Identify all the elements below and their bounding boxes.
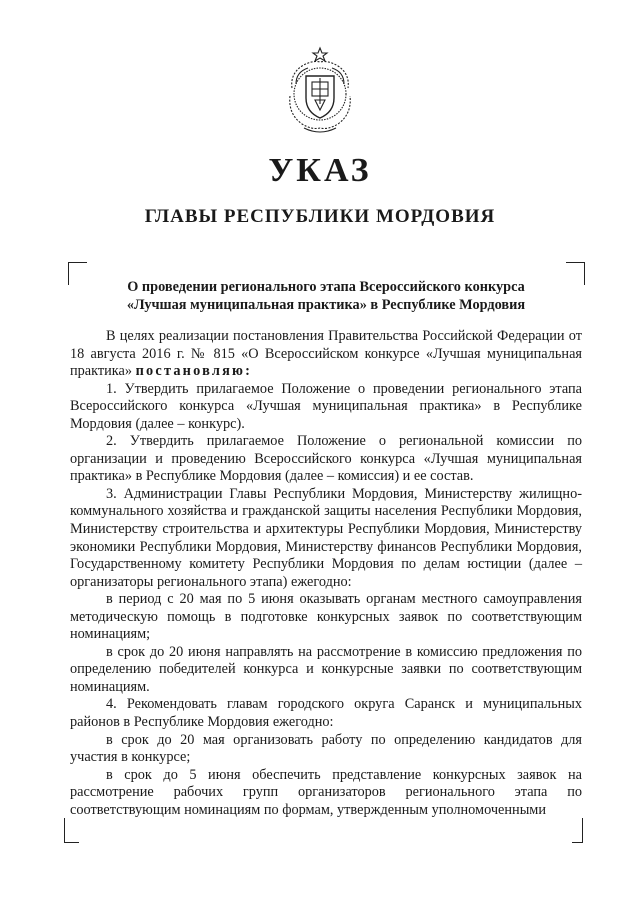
item-3-sub-a: в период с 20 мая по 5 июня оказывать органам местного самоуправления методическую помощь в подготовке конкурсных заявок по соответствующим номинациям; [70, 591, 582, 643]
item-4: 4. Рекомендовать главам городского округа Саранск и муниципальных районов в Республике Мордовия ежегодно: [70, 696, 582, 731]
corner-mark-bottom-left [64, 818, 79, 843]
corner-mark-bottom-right [572, 818, 583, 843]
decree-heading-line-2: «Лучшая муниципальная практика» в Республике Мордовия [126, 297, 526, 313]
item-3-sub-b: в срок до 20 июня направлять на рассмотрение в комиссию предложения по определению победителей конкурса и конкурсные заявки по соответствующим номинациям. [70, 643, 582, 695]
item-1: 1. Утвердить прилагаемое Положение о проведении регионального этапа Всероссийского конкурса «Лучшая муниципальная практика» в Республике Мордовия (далее – конкурс). [70, 380, 582, 432]
intro-paragraph [70, 328, 582, 381]
document-subtitle: ГЛАВЫ РЕСПУБЛИКИ МОРДОВИЯ [144, 206, 496, 227]
decree-body [70, 328, 582, 819]
coat-of-arms-emblem [282, 44, 358, 136]
item-4-sub-b: в срок до 5 июня обеспечить представление конкурсных заявок на рассмотрение рабочих групп организаторов регионального этапа по соответствующим номинациям по формам, утвержденным уполномоченными [70, 766, 582, 818]
item-3: 3. Администрации Главы Республики Мордовия, Министерству жилищно-коммунального хозяйства и гражданской защиты населения Республики Мордовия, Министерству строительства и архитектуры Республики Мордовия, Министерству экономики Республики Мордовия, Министерству финансов Республики Мордовия, Государственному комитету Республики Мордовия по делам юстиции (далее – организаторы регионального этапа) ежегодно: [70, 485, 582, 590]
intro-text: В целях реализации постановления Правительства Российской Федерации от 18 августа 2016 г. № 815 «О Всероссийском конкурсе «Лучшая муниципальная практика» [70, 328, 582, 380]
document-title: УКАЗ [268, 152, 372, 189]
decree-heading-line-1: О проведении регионального этапа Всероссийского конкурса [127, 279, 525, 295]
item-4-sub-a: в срок до 20 мая организовать работу по определению кандидатов для участия в конкурсе; [70, 731, 582, 766]
decree-heading [70, 278, 582, 314]
item-2: 2. Утвердить прилагаемое Положение о региональной комиссии по организации и проведению Всероссийского конкурса «Лучшая муниципальная практика» в Республике Мордовия (далее – комиссия) и ее состав. [70, 433, 582, 485]
decree-keyword: постановляю: [135, 363, 253, 380]
